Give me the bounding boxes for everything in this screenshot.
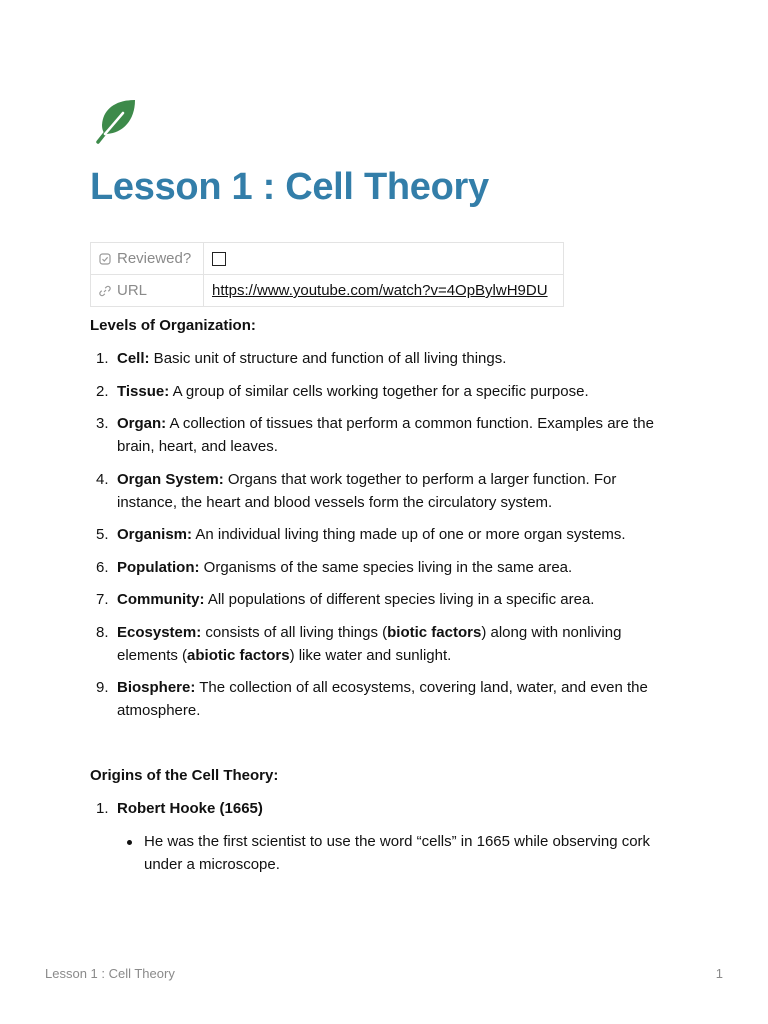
checkbox-property-icon bbox=[99, 253, 111, 265]
list-item: 5. Organism: An individual living thing made up of one or more organ systems. bbox=[96, 526, 626, 543]
property-key-reviewed bbox=[91, 243, 204, 275]
page-title: Lesson 1 : Cell Theory bbox=[90, 166, 489, 208]
link-icon bbox=[99, 285, 111, 297]
section-heading-origins: Origins of the Cell Theory: bbox=[90, 767, 279, 784]
list-item: 3. Organ: A collection of tissues that perform a common function. Examples are the brain, heart, and leaves. bbox=[96, 415, 654, 455]
list-item: 4. Organ System: Organs that work together to perform a larger function. For instance, the heart and blood vessels form the circulatory system. bbox=[96, 470, 617, 511]
bullet-item: He was the first scientist to use the word “cells” in 1665 while observing cork under a microscope. bbox=[117, 830, 670, 876]
list-item: 9. Biosphere: The collection of all ecosystems, covering land, water, and even the atmosphere. bbox=[96, 679, 648, 719]
properties-table bbox=[90, 242, 564, 307]
section-heading-levels: Levels of Organization: bbox=[90, 317, 256, 334]
list-item: 2. Tissue: A group of similar cells working together for a specific purpose. bbox=[96, 382, 589, 400]
page-number: 1 bbox=[715, 966, 723, 981]
list-item: 1. Cell: Basic unit of structure and function of all living things. bbox=[96, 350, 507, 367]
origins-list bbox=[90, 797, 670, 876]
list-item: 7. Community: All populations of different species living in a specific area. bbox=[96, 591, 595, 608]
property-value-reviewed bbox=[204, 243, 564, 275]
property-label: Reviewed? bbox=[117, 250, 192, 267]
leaf-icon bbox=[95, 98, 139, 144]
property-row-url bbox=[91, 275, 564, 307]
property-row-reviewed bbox=[91, 243, 564, 275]
property-label: URL bbox=[117, 282, 148, 299]
list-item: 6. Population: Organisms of the same species living in the same area. bbox=[96, 558, 573, 576]
bullet-list bbox=[117, 830, 670, 876]
levels-list bbox=[90, 347, 670, 732]
url-link[interactable]: https://www.youtube.com/watch?v=4OpBylwH9DU bbox=[212, 282, 548, 299]
list-item: 1. Robert Hooke (1665) He was the first scientist to use the word “cells” in 1665 while observing cork under a microscope. bbox=[90, 797, 670, 876]
property-value-url bbox=[204, 275, 564, 307]
list-item: 8. Ecosystem: consists of all living things (biotic factors) along with nonliving elements (abiotic factors) like water and sunlight. bbox=[96, 623, 622, 664]
bullet-dot-icon bbox=[127, 840, 132, 845]
reviewed-checkbox[interactable] bbox=[212, 252, 226, 266]
property-key-url bbox=[91, 275, 204, 307]
footer-title: Lesson 1 : Cell Theory bbox=[45, 966, 175, 981]
